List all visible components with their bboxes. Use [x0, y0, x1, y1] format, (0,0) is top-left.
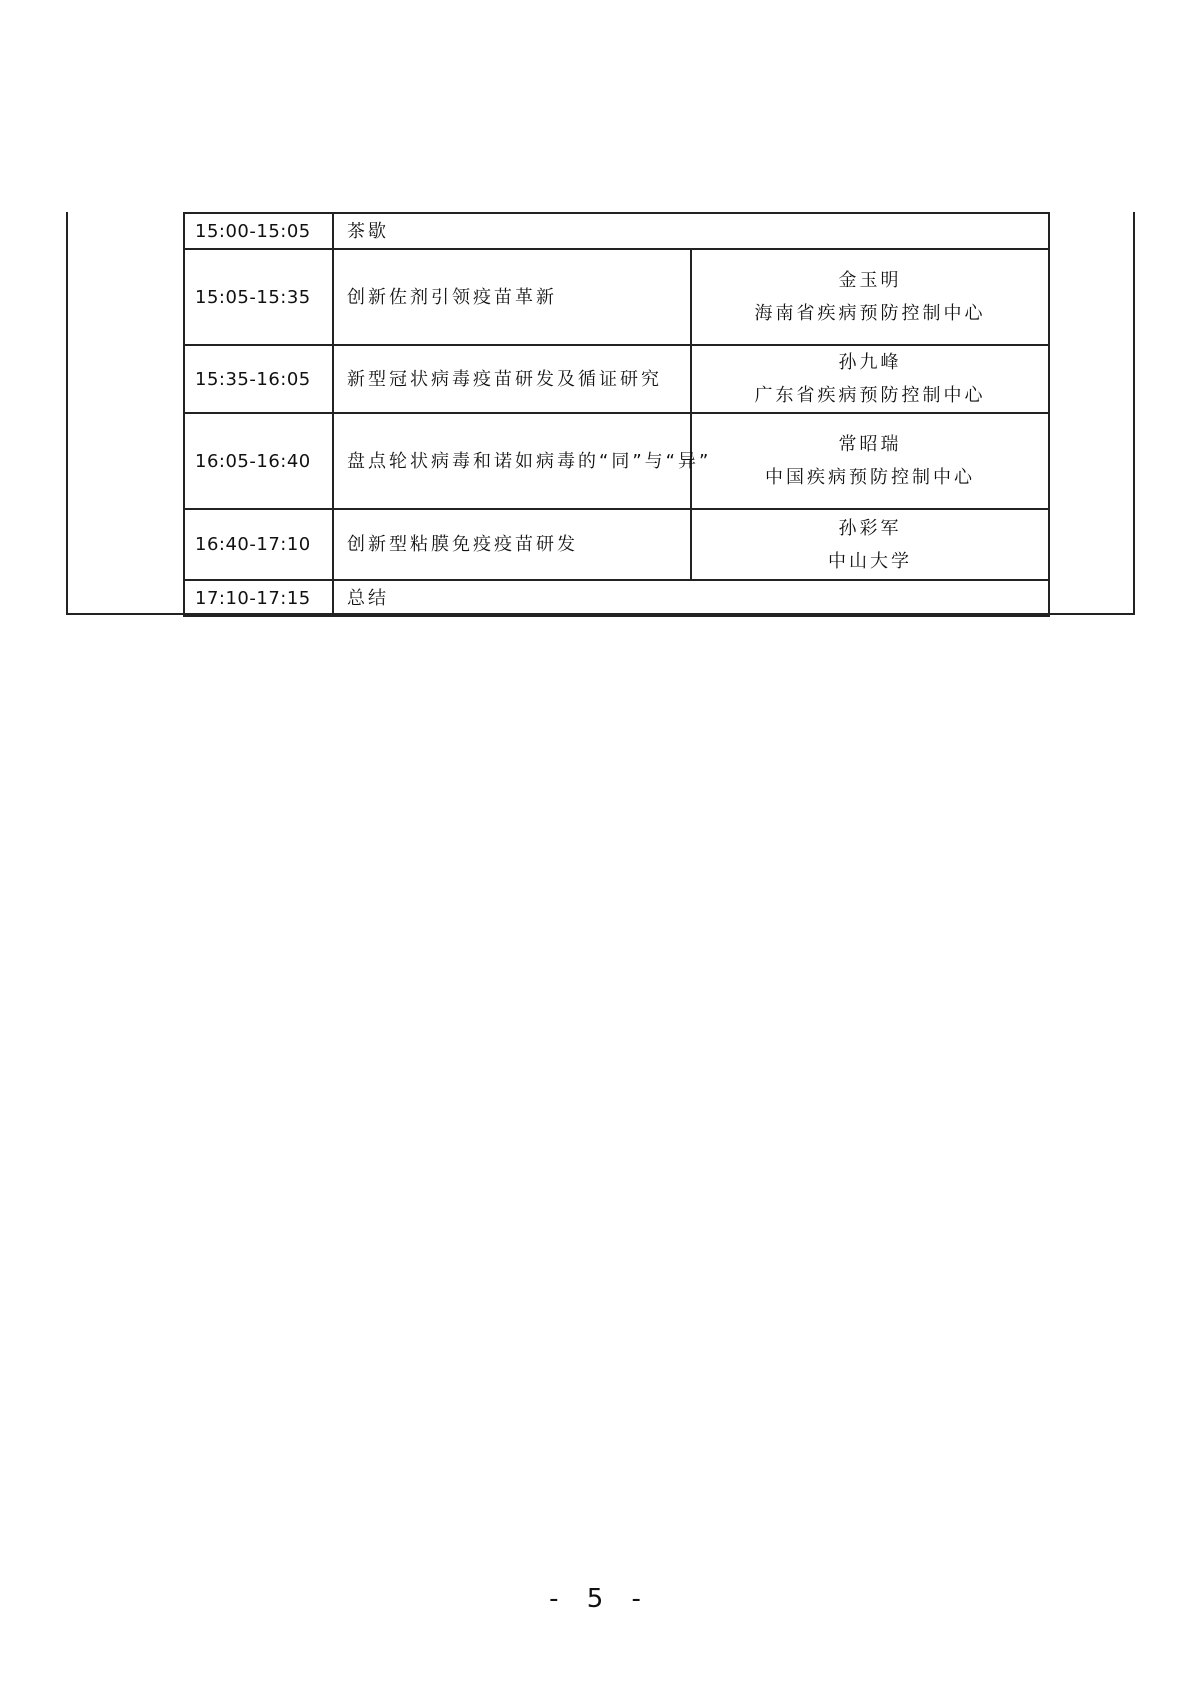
table-row	[184, 249, 1049, 345]
speaker-cell	[691, 345, 1049, 413]
time-cell: 16:05-16:40	[184, 413, 333, 509]
table-row	[184, 213, 1049, 249]
topic-cell: 茶歇	[333, 213, 1049, 249]
topic-cell: 盘点轮状病毒和诺如病毒的“同”与“异”	[333, 413, 691, 509]
speaker-organization: 海南省疾病预防控制中心	[754, 303, 986, 324]
time-cell: 17:10-17:15	[184, 580, 333, 616]
page-number: - 5 -	[549, 1584, 651, 1614]
speaker-cell	[691, 249, 1049, 345]
topic-cell: 总结	[333, 580, 1049, 616]
speaker-organization: 广东省疾病预防控制中心	[754, 385, 986, 406]
speaker-name: 常昭瑞	[838, 434, 902, 455]
speaker-name: 孙彩军	[838, 517, 902, 539]
speaker-cell	[691, 509, 1049, 580]
topic-cell: 创新佐剂引领疫苗革新	[333, 249, 691, 345]
table-row	[184, 509, 1049, 580]
schedule-table	[183, 212, 1050, 617]
time-cell: 15:05-15:35	[184, 249, 333, 345]
speaker-cell	[691, 413, 1049, 509]
speaker-name: 孙九峰	[838, 352, 902, 373]
speaker-organization: 中国疾病预防控制中心	[765, 467, 975, 488]
table-row	[184, 580, 1049, 616]
speaker-organization: 中山大学	[828, 550, 912, 572]
time-cell: 16:40-17:10	[184, 509, 333, 580]
speaker-name: 金玉明	[838, 270, 902, 291]
table-row	[184, 345, 1049, 413]
time-cell: 15:35-16:05	[184, 345, 333, 413]
table-row	[184, 413, 1049, 509]
time-cell: 15:00-15:05	[184, 213, 333, 249]
topic-cell: 创新型粘膜免疫疫苗研发	[333, 509, 691, 580]
topic-cell: 新型冠状病毒疫苗研发及循证研究	[333, 345, 691, 413]
